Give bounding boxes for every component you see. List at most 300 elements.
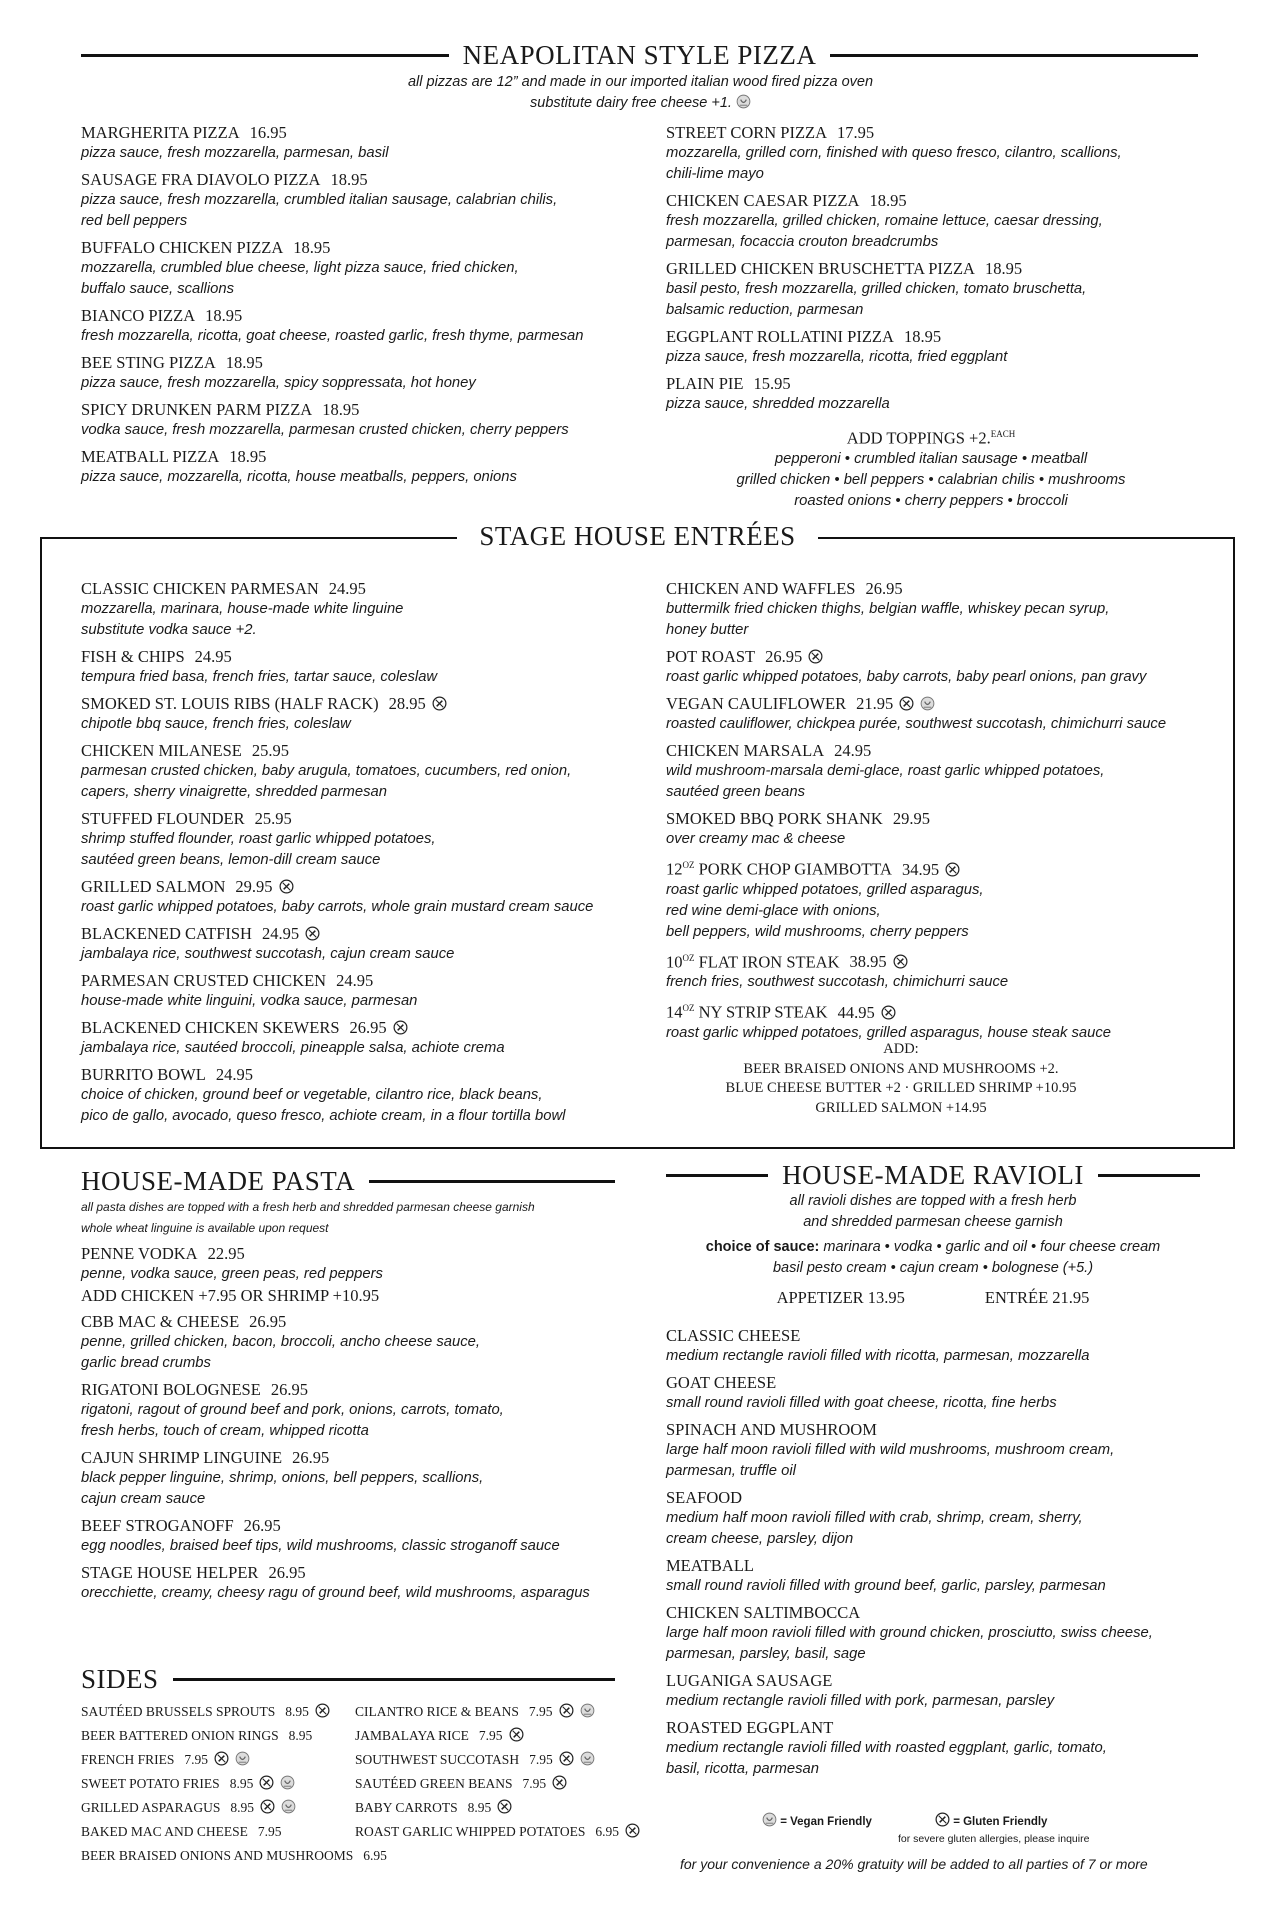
item-name: MEATBALL PIZZA	[81, 447, 220, 466]
item-name: BIANCO PIZZA	[81, 306, 196, 325]
item-price: 18.95	[984, 259, 1023, 278]
menu-item	[666, 1555, 1153, 1597]
item-name-line	[666, 1372, 1153, 1393]
item-description: parmesan, focaccia crouton breadcrumbs	[666, 234, 939, 250]
gluten-free-icon	[893, 953, 908, 968]
item-name-line	[666, 1419, 1153, 1440]
item-name-line	[81, 876, 593, 897]
add-line: BLUE CHEESE BUTTER +2 · GRILLED SHRIMP +10.95	[725, 1080, 1077, 1096]
item-name: SAUSAGE FRA DIAVOLO PIZZA	[81, 170, 321, 189]
divider	[666, 1174, 768, 1177]
menu-item	[666, 1419, 1153, 1482]
item-name-line	[81, 1243, 590, 1264]
gluten-free-icon	[393, 1019, 408, 1034]
item-size-unit: OZ	[682, 952, 695, 963]
item-name: BURRITO BOWL	[81, 1065, 206, 1084]
item-price: 44.95	[837, 1002, 875, 1022]
gluten-free-icon	[945, 861, 960, 876]
item-name-line	[666, 1555, 1153, 1576]
menu-item	[81, 1515, 590, 1557]
side-name: SAUTÉED GREEN BEANS	[355, 1776, 513, 1791]
item-description: shrimp stuffed flounder, roast garlic whipped potatoes,	[81, 831, 436, 847]
item-description: pizza sauce, fresh mozzarella, ricotta, fried eggplant	[666, 349, 1008, 365]
menu-item	[81, 1379, 590, 1442]
legend-vegan-text: = Vegan Friendly	[780, 1816, 872, 1828]
side-item	[81, 1844, 387, 1868]
item-description: parmesan, truffle oil	[666, 1463, 796, 1479]
item-name: STAGE HOUSE HELPER	[81, 1563, 259, 1582]
item-description: buttermilk fried chicken thighs, belgian waffle, whiskey pecan syrup,	[666, 601, 1110, 617]
item-size: 12	[666, 859, 683, 879]
item-name: BEE STING PIZZA	[81, 353, 216, 372]
section-title: NEAPOLITAN STYLE PIZZA	[462, 40, 817, 70]
entree-price: ENTRÉE 21.95	[984, 1288, 1090, 1307]
item-description: egg noodles, braised beef tips, wild mushrooms, classic stroganoff sauce	[81, 1538, 560, 1554]
item-price: 24.95	[336, 971, 374, 990]
item-description: substitute vodka sauce +2.	[81, 622, 257, 638]
legend-gluten-note: for severe gluten allergies, please inquire	[898, 1833, 1090, 1845]
side-name: ROAST GARLIC WHIPPED POTATOES	[355, 1824, 586, 1839]
pizza-note-2	[0, 93, 1281, 114]
item-description: medium rectangle ravioli filled with roasted eggplant, garlic, tomato,	[666, 1740, 1107, 1756]
item-description: honey butter	[666, 622, 749, 638]
vegan-icon	[920, 695, 935, 710]
item-name-line	[666, 373, 1122, 394]
menu-item	[81, 305, 584, 347]
item-description: mozzarella, marinara, house-made white linguine	[81, 601, 404, 617]
item-name-line	[666, 1487, 1153, 1508]
vegan-icon	[736, 94, 751, 109]
item-price: 25.95	[254, 809, 292, 828]
side-name: JAMBALAYA RICE	[355, 1728, 469, 1743]
toppings-title	[666, 424, 1196, 449]
item-price: 16.95	[249, 123, 287, 142]
item-price: 24.95	[834, 741, 872, 760]
item-price: 17.95	[837, 123, 875, 142]
side-name: SWEET POTATO FRIES	[81, 1776, 220, 1791]
item-name-line	[666, 808, 1166, 829]
gluten-free-icon	[497, 1798, 512, 1813]
item-name: VEGAN CAULIFLOWER	[666, 694, 847, 713]
sides-left-column	[81, 1700, 387, 1868]
menu-item	[81, 237, 584, 300]
item-name-line	[81, 1562, 590, 1583]
item-name-line	[81, 169, 584, 190]
side-price: 7.95	[528, 1704, 553, 1719]
toppings-line: pepperoni • crumbled italian sausage • meatball	[774, 450, 1088, 467]
item-name: BEEF STROGANOFF	[81, 1516, 234, 1535]
item-description: black pepper linguine, shrimp, onions, bell peppers, scallions,	[81, 1470, 484, 1486]
menu-item	[81, 399, 584, 441]
pasta-header	[81, 1166, 615, 1197]
menu-item	[666, 1487, 1153, 1550]
item-description: french fries, southwest succotash, chimichurri sauce	[666, 974, 1009, 990]
item-name: SMOKED ST. LOUIS RIBS (HALF RACK)	[81, 694, 379, 713]
item-name-line	[81, 122, 584, 143]
sauce-label: choice of sauce:	[705, 1239, 820, 1255]
vegan-icon	[280, 1774, 295, 1789]
menu-item	[666, 1602, 1153, 1665]
menu-item	[81, 578, 593, 641]
side-price: 6.95	[363, 1848, 387, 1863]
vegan-icon	[580, 1750, 595, 1765]
pizza-note	[0, 72, 1281, 114]
ravioli-note	[666, 1191, 1200, 1308]
item-description: small round ravioli filled with goat cheese, ricotta, fine herbs	[666, 1395, 1057, 1411]
item-description: capers, sherry vinaigrette, shredded parmesan	[81, 784, 387, 800]
item-name-line	[666, 948, 1166, 973]
side-item	[355, 1772, 640, 1796]
pasta-column	[81, 1243, 590, 1609]
add-line: ADD:	[883, 1041, 919, 1057]
gluten-free-icon	[214, 1750, 229, 1765]
item-description: cajun cream sauce	[81, 1491, 206, 1507]
item-name-line	[666, 1602, 1153, 1623]
item-name: CLASSIC CHICKEN PARMESAN	[81, 579, 319, 598]
item-description: pizza sauce, shredded mozzarella	[666, 396, 890, 412]
item-description: rigatoni, ragout of ground beef and pork, onions, carrots, tomato,	[81, 1402, 504, 1418]
item-name-line	[81, 1311, 590, 1332]
add-line: GRILLED SALMON +14.95	[815, 1099, 987, 1116]
item-size-unit: OZ	[682, 860, 695, 870]
gluten-free-icon	[432, 695, 447, 710]
menu-item	[81, 122, 584, 164]
item-price: 29.95	[892, 809, 930, 828]
item-name: SEAFOOD	[666, 1488, 743, 1507]
item-name: NY STRIP STEAK	[698, 1002, 828, 1022]
side-name: SOUTHWEST SUCCOTASH	[355, 1752, 520, 1767]
item-name-line	[666, 998, 1166, 1023]
legend-gluten	[935, 1812, 1047, 1828]
item-price: 26.95	[865, 579, 903, 598]
item-name-line	[666, 1325, 1153, 1346]
menu-item	[81, 352, 584, 394]
item-name: GOAT CHEESE	[666, 1373, 777, 1392]
item-name-line	[81, 578, 593, 599]
item-price: 18.95	[322, 400, 360, 419]
sides-right-column	[355, 1700, 640, 1844]
menu-item	[666, 190, 1122, 253]
item-description: fresh mozzarella, grilled chicken, romaine lettuce, caesar dressing,	[666, 213, 1103, 229]
item-description: buffalo sauce, scallions	[81, 281, 234, 297]
item-name-line	[81, 808, 593, 829]
ravioli-header	[666, 1160, 1200, 1191]
item-description: medium rectangle ravioli filled with ricotta, parmesan, mozzarella	[666, 1348, 1090, 1364]
side-price: 7.95	[184, 1752, 209, 1767]
item-name: SMOKED BBQ PORK SHANK	[666, 809, 883, 828]
item-name-line	[81, 1064, 593, 1085]
item-name: STREET CORN PIZZA	[666, 123, 828, 142]
item-size: 10	[666, 952, 683, 971]
side-item	[355, 1796, 640, 1820]
divider	[173, 1678, 615, 1681]
item-description: roast garlic whipped potatoes, baby carrots, baby pearl onions, pan gravy	[666, 669, 1147, 685]
item-name-line	[666, 693, 1166, 714]
side-price: 7.95	[522, 1776, 547, 1791]
item-name: LUGANIGA SAUSAGE	[666, 1671, 833, 1690]
menu-item	[81, 1447, 590, 1510]
menu-item	[81, 740, 593, 803]
divider	[81, 54, 449, 57]
side-item	[81, 1748, 387, 1772]
item-description: mozzarella, crumbled blue cheese, light pizza sauce, fried chicken,	[81, 260, 519, 276]
gluten-free-icon	[559, 1750, 574, 1765]
section-title: STAGE HOUSE ENTRÉES	[457, 521, 817, 552]
entrees-header	[40, 518, 1235, 554]
item-size-unit: OZ	[682, 1003, 695, 1013]
menu-item	[666, 693, 1166, 735]
item-description: sautéed green beans, lemon-dill cream sauce	[81, 852, 381, 868]
pasta-note	[81, 1197, 535, 1239]
side-price: 8.95	[229, 1776, 254, 1791]
item-name: MARGHERITA PIZZA	[81, 123, 240, 142]
sauce-options-2: basil pesto cream • cajun cream • bolognese (+5.)	[772, 1260, 1094, 1276]
item-name: CHICKEN MARSALA	[666, 741, 825, 760]
toppings-line: roasted onions • cherry peppers • broccoli	[794, 492, 1068, 509]
item-description: basil, ricotta, parmesan	[666, 1761, 819, 1777]
item-price: 18.95	[903, 327, 942, 346]
vegan-icon	[281, 1798, 296, 1813]
item-price: 26.95	[243, 1516, 281, 1535]
menu-item	[81, 1243, 590, 1306]
menu-item	[666, 326, 1122, 368]
item-name-line	[666, 122, 1122, 143]
side-item	[355, 1748, 640, 1772]
item-description: tempura fried basa, french fries, tartar sauce, coleslaw	[81, 669, 438, 685]
ravioli-column	[666, 1325, 1153, 1785]
item-description: cream cheese, parsley, dijon	[666, 1531, 854, 1547]
item-description: small round ravioli filled with ground beef, garlic, parsley, parmesan	[666, 1578, 1106, 1594]
side-price: 8.95	[230, 1800, 255, 1815]
item-description: mozzarella, grilled corn, finished with queso fresco, cilantro, scallions,	[666, 145, 1122, 161]
sauce-options-1: marinara • vodka • garlic and oil • four cheese cream	[819, 1239, 1161, 1255]
item-description: fresh mozzarella, ricotta, goat cheese, roasted garlic, fresh thyme, parmesan	[81, 328, 584, 344]
add-line: BEER BRAISED ONIONS AND MUSHROOMS +2.	[743, 1060, 1059, 1077]
item-name: MEATBALL	[666, 1556, 754, 1575]
side-price: 8.95	[285, 1704, 309, 1719]
item-name-line	[666, 578, 1166, 599]
gluten-free-icon	[559, 1702, 574, 1717]
menu-item	[666, 1372, 1153, 1414]
item-name: SPINACH AND MUSHROOM	[666, 1420, 877, 1439]
item-name-line	[81, 646, 593, 667]
item-name: STUFFED FLOUNDER	[81, 809, 245, 828]
item-description: penne, grilled chicken, bacon, broccoli, ancho cheese sauce,	[81, 1334, 480, 1350]
item-description: roast garlic whipped potatoes, grilled asparagus,	[666, 881, 984, 898]
pizza-note-1: all pizzas are 12” and made in our imported italian wood fired pizza oven	[407, 74, 874, 90]
pasta-note-2: whole wheat linguine is available upon request	[81, 1221, 329, 1235]
item-price: 15.95	[753, 374, 791, 393]
gluten-free-icon	[935, 1812, 950, 1827]
menu-item	[81, 970, 593, 1012]
item-name: GRILLED SALMON	[81, 877, 226, 896]
menu-item	[666, 948, 1166, 994]
item-size: 14	[666, 1002, 683, 1022]
sides-header	[81, 1664, 615, 1695]
menu-item	[666, 740, 1166, 803]
item-addon: ADD CHICKEN +7.95 OR SHRIMP +10.95	[81, 1286, 380, 1305]
item-price: 34.95	[901, 859, 940, 879]
item-description: parmesan, parsley, basil, sage	[666, 1646, 866, 1662]
menu-item	[666, 855, 1166, 943]
item-name: CHICKEN CAESAR PIZZA	[666, 191, 860, 210]
item-price: 26.95	[270, 1380, 308, 1399]
item-price: 28.95	[388, 694, 426, 713]
side-price: 8.95	[467, 1800, 492, 1815]
section-title: HOUSE-MADE RAVIOLI	[782, 1160, 1084, 1190]
item-price: 26.95	[292, 1448, 330, 1467]
entrees-left-column	[81, 578, 593, 1132]
gluten-free-icon	[279, 878, 294, 893]
ravioli-note-2: and shredded parmesan cheese garnish	[803, 1214, 1063, 1230]
item-name-line	[81, 305, 584, 326]
item-name-line	[666, 855, 1166, 880]
item-name-line	[666, 326, 1122, 347]
item-price: 21.95	[856, 694, 894, 713]
item-name-line	[81, 446, 584, 467]
menu-item	[81, 1017, 593, 1059]
item-description: orecchiette, creamy, cheesy ragu of ground beef, wild mushrooms, asparagus	[81, 1585, 590, 1601]
pizza-header	[81, 40, 1198, 71]
pasta-note-1: all pasta dishes are topped with a fresh herb and shredded parmesan cheese garnish	[81, 1200, 535, 1214]
item-name: EGGPLANT ROLLATINI PIZZA	[666, 327, 894, 346]
item-description: roasted cauliflower, chickpea purée, southwest succotash, chimichurri sauce	[666, 716, 1167, 732]
legend-vegan	[762, 1812, 872, 1828]
item-description: bell peppers, wild mushrooms, cherry peppers	[666, 923, 969, 940]
item-name: PENNE VODKA	[81, 1244, 198, 1263]
item-name-line	[81, 970, 593, 991]
item-description: chili-lime mayo	[666, 166, 764, 182]
item-name-line	[666, 740, 1166, 761]
item-name: PLAIN PIE	[666, 374, 744, 393]
item-description: pizza sauce, fresh mozzarella, parmesan, basil	[81, 145, 389, 161]
item-price: 18.95	[225, 353, 263, 372]
item-description: large half moon ravioli filled with wild mushrooms, mushroom cream,	[666, 1442, 1115, 1458]
side-item	[355, 1724, 640, 1748]
side-item	[81, 1820, 387, 1844]
item-price: 24.95	[261, 924, 300, 943]
menu-item	[81, 1562, 590, 1604]
item-name: BUFFALO CHICKEN PIZZA	[81, 238, 284, 257]
menu-item	[666, 1717, 1153, 1780]
toppings	[666, 424, 1196, 512]
side-item	[81, 1700, 387, 1724]
gluten-free-icon	[305, 925, 320, 940]
item-price: 29.95	[235, 877, 273, 896]
item-name: PORK CHOP GIAMBOTTA	[698, 859, 892, 879]
item-description: vodka sauce, fresh mozzarella, parmesan crusted chicken, cherry peppers	[81, 422, 569, 438]
vegan-icon	[235, 1750, 250, 1765]
item-description: sautéed green beans	[666, 784, 806, 800]
menu-item	[666, 646, 1166, 688]
side-name: BAKED MAC AND CHEESE	[81, 1824, 248, 1839]
section-title: SIDES	[81, 1664, 159, 1694]
item-description: red bell peppers	[81, 213, 188, 229]
item-name-line	[81, 1017, 593, 1038]
item-description: pico de gallo, avocado, queso fresco, achiote cream, in a flour tortilla bowl	[81, 1108, 566, 1124]
menu-item	[81, 923, 593, 965]
vegan-icon	[762, 1812, 777, 1827]
item-price: 26.95	[249, 1312, 287, 1331]
gluten-free-icon	[881, 1004, 896, 1019]
side-price: 7.95	[529, 1752, 553, 1767]
item-description: jambalaya rice, sautéed broccoli, pineapple salsa, achiote crema	[81, 1040, 505, 1056]
side-price: 8.95	[288, 1728, 313, 1743]
side-name: FRENCH FRIES	[81, 1752, 175, 1767]
item-description: medium rectangle ravioli filled with pork, parmesan, parsley	[666, 1693, 1055, 1709]
menu-item	[81, 446, 584, 488]
item-price: 18.95	[330, 170, 368, 189]
item-description: pizza sauce, mozzarella, ricotta, house meatballs, peppers, onions	[81, 469, 517, 485]
item-price: 18.95	[229, 447, 267, 466]
gluten-free-icon	[259, 1774, 274, 1789]
item-description: wild mushroom-marsala demi-glace, roast garlic whipped potatoes,	[666, 763, 1105, 779]
side-name: BEER BRAISED ONIONS AND MUSHROOMS	[81, 1848, 354, 1863]
item-description: parmesan crusted chicken, baby arugula, tomatoes, cucumbers, red onion,	[81, 763, 572, 779]
ravioli-note-1: all ravioli dishes are topped with a fresh herb	[789, 1193, 1077, 1209]
side-item	[355, 1700, 640, 1724]
entrees-add	[666, 1040, 1136, 1118]
toppings-label: ADD TOPPINGS +2.	[846, 428, 991, 448]
item-name-line	[666, 190, 1122, 211]
gluten-free-icon	[899, 695, 914, 710]
item-name: POT ROAST	[666, 647, 756, 666]
item-name-line	[666, 1670, 1153, 1691]
item-name-line	[81, 352, 584, 373]
item-name: CHICKEN AND WAFFLES	[666, 579, 856, 598]
item-name-line	[81, 923, 593, 944]
item-price: 22.95	[207, 1244, 245, 1263]
item-description: balsamic reduction, parmesan	[666, 302, 864, 318]
item-name: CHICKEN MILANESE	[81, 741, 242, 760]
item-name: BLACKENED CATFISH	[81, 924, 252, 943]
item-name: CHICKEN SALTIMBOCCA	[666, 1603, 861, 1622]
item-price: 26.95	[765, 647, 803, 666]
item-description: house-made white linguini, vodka sauce, parmesan	[81, 993, 418, 1009]
item-description: choice of chicken, ground beef or vegetable, cilantro rice, black beans,	[81, 1087, 543, 1103]
side-name: SAUTÉED BRUSSELS SPROUTS	[81, 1704, 276, 1719]
side-price: 7.95	[257, 1824, 282, 1839]
item-price: 18.95	[869, 191, 907, 210]
item-price: 26.95	[349, 1018, 387, 1037]
item-price: 24.95	[215, 1065, 253, 1084]
legend-gluten-text: = Gluten Friendly	[953, 1816, 1048, 1828]
pizza-right-column	[666, 122, 1122, 420]
menu-item	[81, 646, 593, 688]
item-description: red wine demi-glace with onions,	[666, 902, 881, 919]
item-name: PARMESAN CRUSTED CHICKEN	[81, 971, 327, 990]
side-name: CILANTRO RICE & BEANS	[355, 1704, 519, 1719]
side-name: GRILLED ASPARAGUS	[81, 1800, 221, 1815]
item-description: garlic bread crumbs	[81, 1355, 211, 1371]
item-name: CLASSIC CHEESE	[666, 1326, 801, 1345]
menu-item	[666, 1325, 1153, 1367]
menu-item	[666, 373, 1122, 415]
item-name: BLACKENED CHICKEN SKEWERS	[81, 1018, 340, 1037]
menu-item	[81, 808, 593, 871]
item-name: FLAT IRON STEAK	[698, 952, 840, 971]
divider	[830, 54, 1198, 57]
menu-item	[666, 998, 1166, 1044]
toppings-line: grilled chicken • bell peppers • calabrian chilis • mushrooms	[736, 471, 1126, 488]
toppings-each: EACH	[990, 429, 1016, 439]
gluten-free-icon	[509, 1726, 524, 1741]
item-name: GRILLED CHICKEN BRUSCHETTA PIZZA	[666, 259, 975, 278]
item-price: 24.95	[194, 647, 232, 666]
menu-item	[666, 578, 1166, 641]
item-description: roast garlic whipped potatoes, baby carrots, whole grain mustard cream sauce	[81, 899, 594, 915]
gratuity-note: for your convenience a 20% gratuity will be added to all parties of 7 or more	[680, 1856, 1148, 1872]
